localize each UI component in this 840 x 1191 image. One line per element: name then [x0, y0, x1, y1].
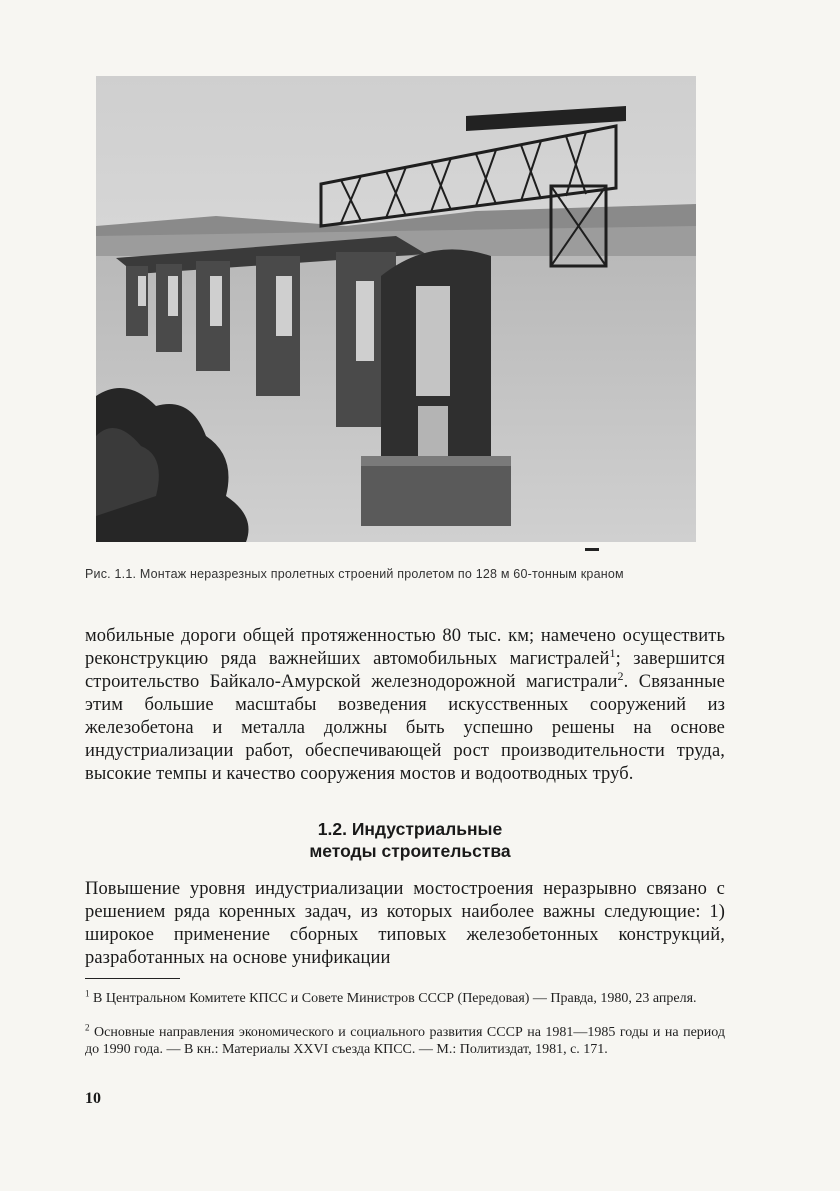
section-heading-line-2: методы строительства: [309, 841, 511, 861]
page-number: 10: [85, 1090, 101, 1107]
paragraph-2: Повышение уровня индустриализации мостостроения неразрывно связано с решением ряда коренных задач, из которых наиболее важны следующие: 1) широкое применение сборных типовых железобетонных конструкций, разработанных на основе унификации: [85, 879, 725, 968]
section-heading: [0, 818, 820, 862]
footnote-2-text: Основные направления экономического и социального развития СССР на 1981—1985 годы и на период до 1990 года. — В кн.: Материалы XXVI съезда КПСС. — М.: Политиздат, 1981, с. 171.: [85, 1025, 725, 1057]
footnote-ref-1: 1: [609, 645, 616, 660]
dash-mark: [585, 548, 599, 551]
paragraph-1: [85, 625, 725, 786]
bridge-photo: [96, 76, 696, 542]
footnote-ref-2: 2: [617, 668, 624, 683]
footnote-1-mark: 1: [85, 988, 90, 999]
figure-caption: Рис. 1.1. Монтаж неразрезных пролетных строений пролетом по 128 м 60-тонным краном: [85, 567, 624, 581]
paragraph-1-part-b: ; завершится строительство Байкало-Амурской железнодорожной магистрали: [85, 649, 725, 692]
section-heading-line-1: 1.2. Индустриальные: [317, 819, 503, 839]
paragraph-1-part-a: мобильные дороги общей протяженностью 80 тыс. км; намечено осуществить реконструкцию ряда важнейших автомобильных магистралей: [85, 626, 725, 669]
footnote-2: [85, 1024, 725, 1058]
footnote-1-text: В Центральном Комитете КПСС и Совете Министров СССР (Передовая) — Правда, 1980, 23 апреля.: [89, 991, 697, 1006]
footnote-1: [85, 990, 725, 1007]
paragraph-1-part-c: . Связанные этим большие масштабы возведения искусственных сооружений из железобетона и металла должны быть успешно решены на основе индустриализации работ, обеспечивающей рост производительности труда, высокие темпы и качество сооружения мостов и водоотводных труб.: [85, 672, 725, 784]
bridge-illustration: [96, 76, 696, 542]
footnote-2-mark: 2: [85, 1022, 90, 1033]
footnote-rule: [85, 978, 180, 979]
